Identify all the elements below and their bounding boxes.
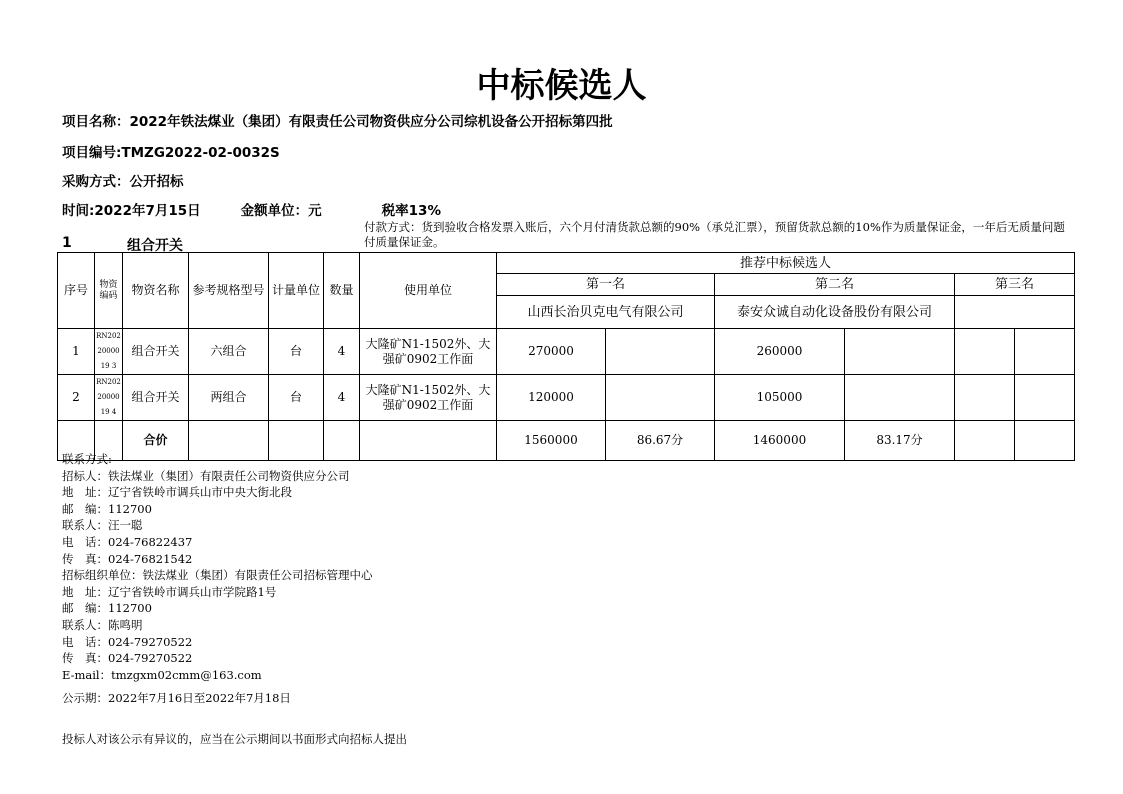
header-first: 第一名 [497,274,715,296]
row-name: 组合开关 [123,329,189,375]
row-code: RN2022000019 4 [95,375,123,421]
row-unit: 台 [269,329,324,375]
row-third-score [1015,329,1075,375]
project-number: 项目编号:TMZG2022-02-0032S [62,145,280,161]
header-third: 第三名 [955,274,1075,296]
row-third-price [955,375,1015,421]
row-qty: 4 [324,375,360,421]
header-name: 物资名称 [123,253,189,329]
row-first-price: 120000 [497,375,606,421]
tenderer-postcode: 邮 编：112700 [62,501,152,516]
header-second: 第二名 [715,274,955,296]
row-second-score [845,375,955,421]
first-company: 山西长治贝克电气有限公司 [497,296,715,329]
header-spec: 参考规格型号 [189,253,269,329]
table-row [58,375,1075,421]
contact-block [62,451,373,683]
date: 时间:2022年7月15日 [62,203,201,219]
objection-note: 投标人对该公示有异议的，应当在公示期间以书面形式向招标人提出 [62,732,407,746]
agency-phone: 电 话：024-79270522 [62,634,193,649]
contact-heading: 联系方式: [62,452,112,466]
email: E-mail：tmzgxm02cmm@163.com [62,667,262,682]
row-seq: 1 [58,329,95,375]
publicity-period: 公示期：2022年7月16日至2022年7月18日 [62,691,291,705]
third-company [955,296,1075,329]
header-unit: 计量单位 [269,253,324,329]
row-first-score [606,375,715,421]
header-recommend: 推荐中标候选人 [497,253,1075,274]
agency-contact: 联系人：陈鸣明 [62,617,143,632]
row-third-price [955,329,1015,375]
project-name: 项目名称：2022年铁法煤业（集团）有限责任公司物资供应分公司综机设备公开招标第四批 [62,114,613,130]
row-first-score [606,329,715,375]
tenderer-contact: 联系人：汪一聪 [62,518,143,533]
info-line [62,199,441,219]
row-spec: 六组合 [189,329,269,375]
payment-terms: 付款方式：货到验收合格发票入账后，六个月付清货款总额的90%（承兑汇票），预留货款总额的10%作为质量保证金，一年后无质量问题付质量保证金。 [364,220,1065,249]
row-second-price: 260000 [715,329,845,375]
row-second-score [845,329,955,375]
header-code: 物资编码 [95,253,123,329]
agency: 招标组织单位：铁法煤业（集团）有限责任公司招标管理中心 [62,568,373,583]
second-company: 泰安众诚自动化设备股份有限公司 [715,296,955,329]
row-second-price: 105000 [715,375,845,421]
header-seq: 序号 [58,253,95,329]
tenderer-address: 地 址：辽宁省铁岭市调兵山市中央大街北段 [62,485,292,500]
row-code: RN2022000019 3 [95,329,123,375]
total-second-price: 1460000 [715,421,845,461]
tenderer-fax: 传 真：024-76821542 [62,551,193,566]
tenderer-phone: 电 话：024-76822437 [62,534,193,549]
row-name: 组合开关 [123,375,189,421]
row-spec: 两组合 [189,375,269,421]
total-second-score: 83.17分 [845,421,955,461]
row-third-score [1015,375,1075,421]
row-user: 大隆矿N1-1502外、大强矿0902工作面 [360,375,497,421]
section-number: 1 [62,235,72,251]
purchase-method: 采购方式：公开招标 [62,174,184,190]
total-first-score: 86.67分 [606,421,715,461]
page-title: 中标候选人 [476,66,647,106]
amount-unit: 金额单位：元 [240,203,322,219]
agency-fax: 传 真：024-79270522 [62,651,193,666]
total-first-price: 1560000 [497,421,606,461]
row-first-price: 270000 [497,329,606,375]
row-qty: 4 [324,329,360,375]
total-label: 合价 [123,421,189,461]
section-name: 组合开关 [127,238,183,254]
tenderer: 招标人：铁法煤业（集团）有限责任公司物资供应分公司 [62,468,350,483]
row-unit: 台 [269,375,324,421]
row-seq: 2 [58,375,95,421]
candidate-table [57,252,1075,461]
tax-rate: 税率13% [381,203,441,219]
agency-postcode: 邮 编：112700 [62,601,152,616]
header-user: 使用单位 [360,253,497,329]
agency-address: 地 址：辽宁省铁岭市调兵山市学院路1号 [62,584,277,599]
header-qty: 数量 [324,253,360,329]
table-row [58,329,1075,375]
row-user: 大隆矿N1-1502外、大强矿0902工作面 [360,329,497,375]
